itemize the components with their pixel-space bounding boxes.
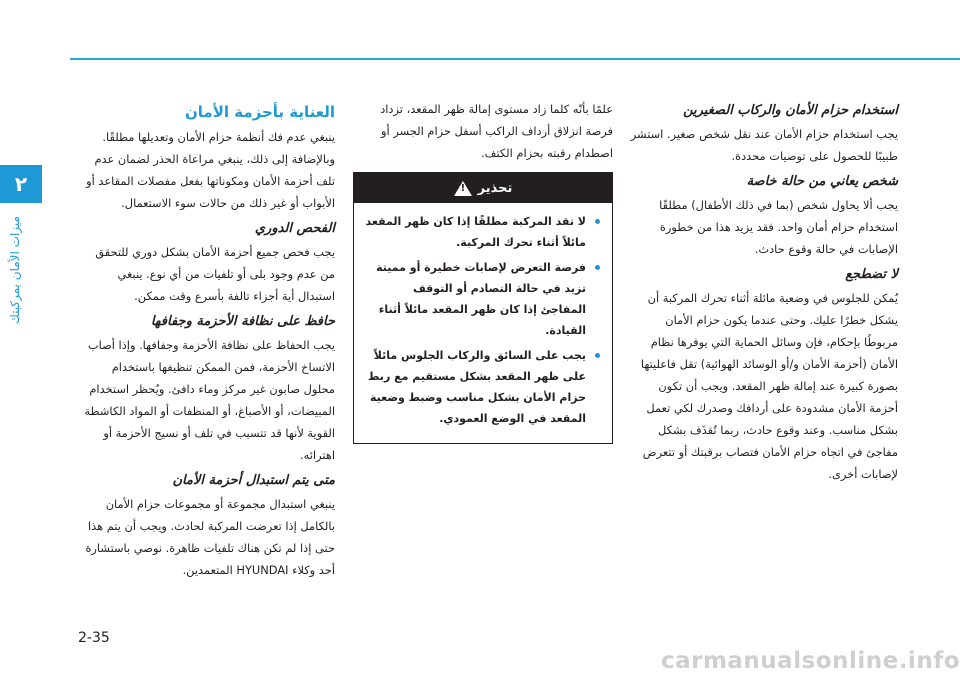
section-heading: الفحص الدوري (254, 221, 335, 236)
intro-paragraph: ينبغي عدم فك أنظمة حزام الأمان وتعديلها مطلقًا. وبالإضافة إلى ذلك، ينبغي مراعاة الحذر لضمان عدم تلف أحزمة الأمان ومكوناتها بفعل مفصلات المقاعد أو الأبواب أو غير ذلك من حالات سوء الاستعمال. (86, 130, 335, 210)
warning-title: تحذير (477, 180, 513, 196)
watermark-text: carmanualsonline.info (660, 648, 960, 674)
section-paragraph: يجب الحفاظ على نظافة الأحزمة وجفافها. وإذا أصاب الاتساخ الأحزمة، فمن الممكن تنظيفها باستخدام محلول صابون غير مركز وماء دافئ. ويُحظر استخدام المبيضات، أو الأصباغ، أو المنظفات أو المواد الكاشطة القوية لأنها قد تتسبب في تلف أو نسيج الأحزمة أو اهترائه. (84, 338, 335, 462)
section-paragraph: يجب ألا يحاول شخص (بما في ذلك الأطفال) مطلقًا استخدام حزام أمان واحد. فقد يزيد هذا من خطورة الإصابات في حالة وقوع حادث. (659, 198, 898, 256)
warning-triangle-icon: ! (454, 181, 472, 196)
middle-column (355, 98, 613, 444)
main-heading: العناية بأحزمة الأمان (185, 103, 335, 121)
section-paragraph: يجب فحص جميع أحزمة الأمان بشكل دوري للتحقق من عدم وجود بلى أو تلفيات من أي نوع. ينبغي استبدال أية أجزاء تالفة بأسرع وقت ممكن. (95, 245, 335, 303)
warning-box (353, 172, 613, 444)
section-heading: شخص يعاني من حالة خاصة (746, 174, 898, 189)
right-column (628, 98, 898, 489)
page-number: 2-35 (78, 630, 110, 646)
chapter-number-badge (0, 165, 42, 203)
chapter-side-title: ميزات الأمان بمركبتك (8, 216, 22, 324)
warning-item: يجب على السائق والركاب الجلوس مائلاً على ظهر المقعد بشكل مستقيم مع ربط حزام الأمان بشكل مناسب وضبط وضعية المقعد في الوضع العمودي. (364, 345, 600, 429)
section-heading: حافظ على نظافة الأحزمة وجفافها (150, 314, 335, 329)
intro-paragraph: علمًا بأنّه كلما زاد مستوى إمالة ظهر المقعد، تزداد فرصة انزلاق أرداف الراكب أسفل حزام الجسر أو اصطدام رقبته بحزام الكتف. (380, 102, 613, 160)
warning-list (354, 203, 612, 443)
section-paragraph: يجب استخدام حزام الأمان عند نقل شخص صغير. استشر طبيبًا للحصول على توصيات محددة. (630, 127, 898, 163)
section-paragraph: ينبغي استبدال مجموعة أو مجموعات حزام الأمان بالكامل إذا تعرضت المركبة لحادث. ويجب أن يتم هذا حتى إذا لم تكن هناك تلفيات ظاهرة. نوصي باستشارة أحد وكلاء HYUNDAI المتعمدين. (85, 497, 335, 577)
warning-item: فرصة التعرض لإصابات خطيرة أو مميتة تزيد في حالة التصادم أو التوقف المفاجئ إذا كان ظهر المقعد مائلاً أثناء القيادة. (364, 257, 600, 341)
section-heading: استخدام حزام الأمان والركاب الصغيرين (683, 103, 898, 118)
section-paragraph: يُمكن للجلوس في وضعية مائلة أثناء تحرك المركبة أن يشكل خطرًا عليك. وحتى عندما يكون حزام الأمان مربوطًا بإحكام، فإن وسائل الحماية التي يوفرها نظام الأمان (أحزمة الأمان و/أو الوسائد الهوائية) تقل فاعليتها بصورة كبيرة عند إمالة ظهر المقعد. ويجب أن تكون أحزمة الأمان مشدودة على أردافك وصدرك لكي تعمل بشكل مناسب. وعند وقوع حادث، ربما تُقذَف بشكل مفاجئ في اتجاه حزام الأمان فتصاب برقبتك أو تتعرض لإصابات أخرى. (640, 291, 898, 481)
chapter-number: ٢ (14, 172, 28, 196)
section-heading: متى يتم استبدال أحزمة الأمان (172, 473, 335, 488)
warning-header (354, 173, 612, 203)
section-heading: لا تضطجع (845, 267, 898, 282)
left-column (80, 98, 335, 585)
warning-item: لا تقد المركبة مطلقًا إذا كان ظهر المقعد مائلاً أثناء تحرك المركبة. (364, 211, 600, 253)
top-rule (70, 58, 960, 60)
